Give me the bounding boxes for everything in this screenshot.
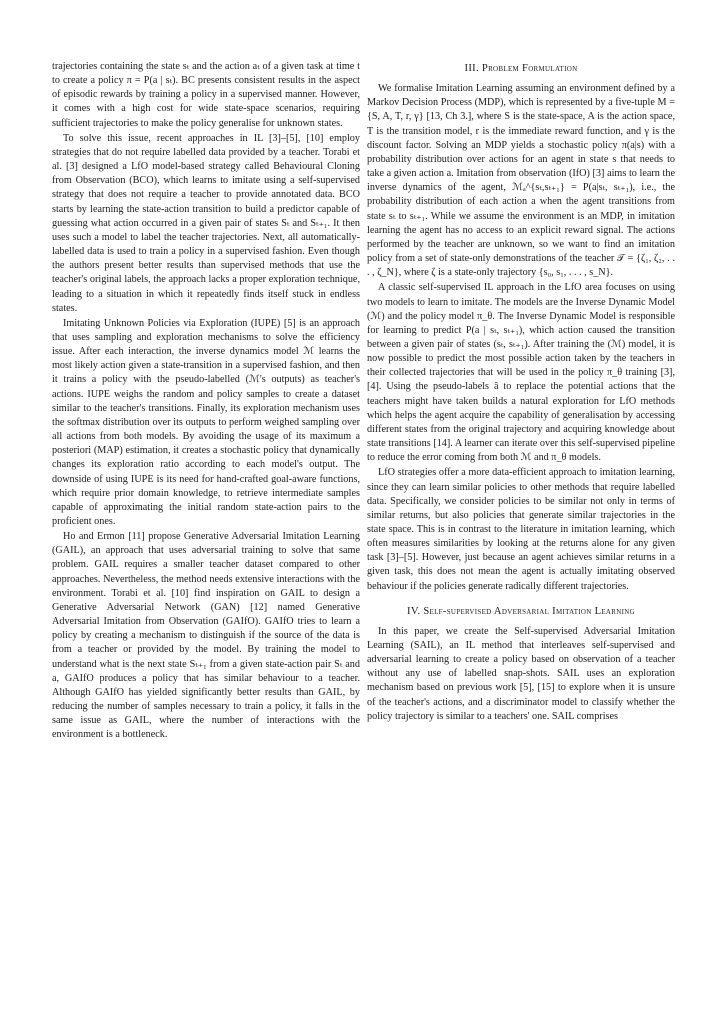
left-column (52, 60, 360, 743)
paragraph: trajectories containing the state sₜ and the action aₜ of a given task at time t to create a policy π = P(a | sₜ). BC presents consistent results in the aspect of episodic rewards by training a policy in a supervised manner. However, it comes with a high cost for wide state-space scenarios, requiring sufficient trajectories to make the policy generalise for unknown states. (52, 61, 360, 129)
section-heading-sail: IV. Self-supervised Adversarial Imitation Learning (407, 605, 635, 617)
paragraph: To solve this issue, recent approaches in IL [3]–[5], [10] employ strategies that do not require labelled data provided by a teacher. Torabi et al. [3] designed a LfO model-based strategy called Behavioural Cloning from Observation (BCO), which learns to imitate using a self-supervised strategy that does not require a teacher to provide annotated data. BCO starts by learning the state-action transition to build a predictor capable of guessing what action occurred in a given pair of states Sₜ and Sₜ₊₁. It then uses such a model to label the teacher trajectories. Next, all automatically-labelled data is used to train a policy in a supervised fashion. Even though the authors present better results than supervised methods that use the teacher's original labels, the approach lacks a proper exploration technique, leading to a situation in which it repeatedly finds itself stuck in endless states. (52, 132, 360, 314)
right-column (367, 60, 675, 724)
paragraph: A classic self-supervised IL approach in the LfO area focuses on using two models to learn to imitate. The models are the Inverse Dynamic Model (ℳ) and the policy model π_θ. The Inverse Dynamic Model is responsible for learning to predict P(a | sₜ, sₜ₊₁), which action caused the transition between a given pair of states (sₜ, sₜ₊₁). After training the (ℳ) model, it is now possible to predict the most possible action taken by the teachers in their collected trajectories that will be used in the policy π_θ training [3], [4]. Using the pseudo-labels â to replace the potential actions that the teachers might have taken builds a natural exploration for LfO methods which helps the agent acquire the capability of generalisation by accessing different states from the original trajectory and acquiring knowledge about state transitions [14]. A learner can iterate over this self-supervised pipeline to reduce the error coming from both ℳ and π_θ models. (367, 282, 675, 464)
paragraph: We formalise Imitation Learning assuming an environment defined by a Markov Decision Process (MDP), which is represented by a five-tuple M = {S, A, T, r, γ} [13, Ch 3.], where S is the state-space, A is the action space, T is the transition model, r is the immediate reward function, and γ is the discount factor. Solving an MDP yields a stochastic policy π(a|s) with a probability distribution over actions for an agent in state s that needs to take a given action a. Imitation from observation (IfO) [3] aims to learn the inverse dynamics of the agent, ℳₐ^{sₜ,sₜ₊₁} = P(a|sₜ, sₜ₊₁), i.e., the probability distribution of each action a when the agent transitions from state sₜ to sₜ₊₁. While we assume the environment is an MDP, in imitation learning the agent has no access to an explicit reward signal. The actions performed by the teacher are unknown, so we want to find an imitation policy from a set of state-only demonstrations of the teacher 𝒯 = {ζ₁, ζ₂, . . . , ζ_N}, where ζ is a state-only trajectory {s₀, s₁, . . . , s_N}. (367, 83, 675, 279)
section-heading-problem-formulation: III. Problem Formulation (464, 63, 578, 74)
paragraph: Ho and Ermon [11] propose Generative Adversarial Imitation Learning (GAIL), an approach that uses adversarial training to solve that same problem. GAIL requires a smaller teacher dataset compared to other approaches. Nevertheless, the method needs extensive interactions with the environment. Torabi et al. [10] find inspiration on GAIL to design a Generative Adversarial Network (GAN) [12] named Generative Adversarial Imitation from Observation (GAIfO). GAIfO tries to learn a policy by creating a mechanism to distinguish if the source of the data is from a teacher or provided by the model. By training the model to understand what is the next state Sₜ₊₁ from a given state-action pair Sₜ and a, GAIfO produces a policy that has similar behaviour to a teacher. Although GAIfO has yielded significantly better results than GAIL, by reducing the number of samples necessary to train a policy, it falls in the same issue as GAIL, where the number of interactions with the environment is a bottleneck. (52, 531, 360, 741)
paragraph: Imitating Unknown Policies via Exploration (IUPE) [5] is an approach that uses sampling and exploration mechanisms to solve the efficiency issue. After each interaction, the inverse dynamics model ℳ learns the most likely action given a state-transition in a supervised fashion, and then it trains a policy with the pseudo-labelled (ℳ's outputs) as teacher's actions. IUPE weighs the random and policy samples to create a dataset similar to the teacher's transitions. Finally, its exploration mechanism uses the softmax distribution over its outputs to perform weighed sampling over all actions from both models. By avoiding the usage of its maximum a posteriori (MAP) estimation, it creates a stochastic policy that dynamically changes its exploration ratio according to each model's output. The downside of using IUPE is its need for hand-crafted goal-aware functions, which require prior domain knowledge, to retrieve intermediate samples capable of approximating the initial random state-action pairs to the proficient ones. (52, 317, 360, 527)
paragraph: In this paper, we create the Self-supervised Adversarial Imitation Learning (SAIL), an IL method that interleaves self-supervised and adversarial learning to create a policy based on observation of a teacher without any use of labelled snap-shots. SAIL uses an exploration mechanism based on previous work [5], [15] to explore when it is unsure of the teacher's actions, and a discriminator model to classify whether the policy trajectory is similar to a teachers' one. SAIL comprises (367, 625, 675, 722)
paragraph: LfO strategies offer a more data-efficient approach to imitation learning, since they can learn similar policies to other methods that require labelled data. Specifically, we consider policies to be similar not only in terms of similar returns, but also policies that generate similar trajectories in the state space. This is in contrast to the literature in imitation learning, which often measures similarities by looking at the returns alone for any given task [3]–[5]. However, just because an agent achieves similar returns in a given task, this does not mean the agent is actually imitating observed behaviour if the policies generate radically different trajectories. (367, 467, 675, 592)
